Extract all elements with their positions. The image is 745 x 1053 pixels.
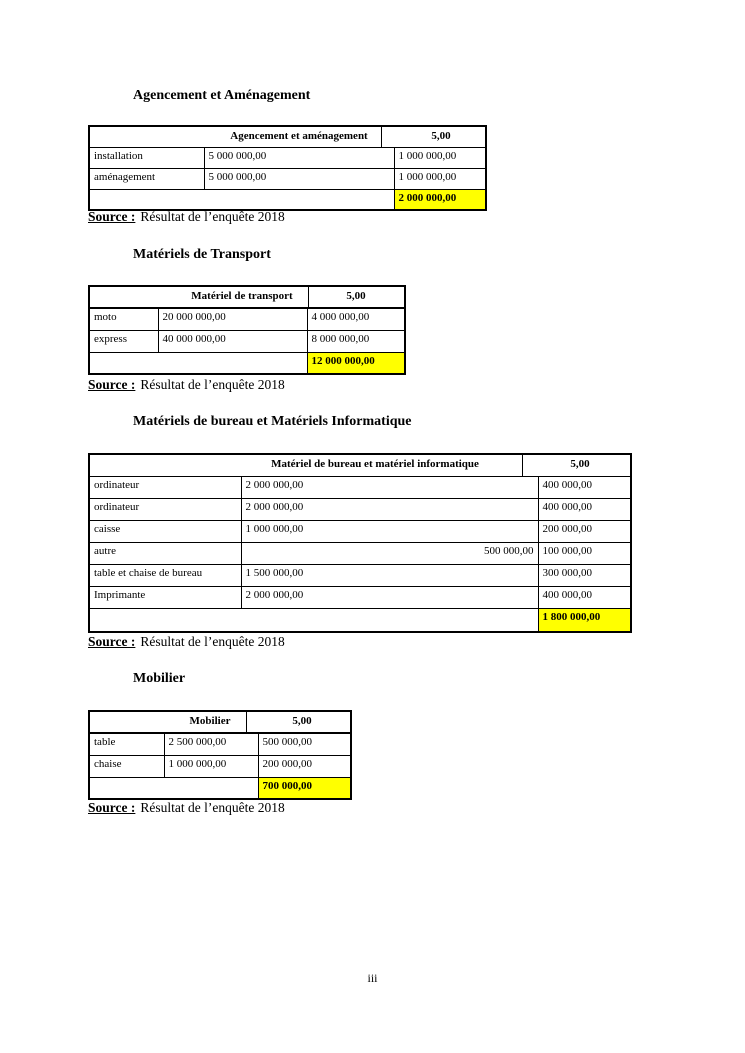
row-label-cell: installation [89,147,204,168]
table-mobilier [88,710,352,800]
row-label-cell: autre [89,542,241,564]
table-header-cell [89,126,486,147]
row-label-cell: ordinateur [89,476,241,498]
source-line [88,800,285,816]
row-amort-cell: 100 000,00 [538,542,631,564]
row-value-cell: 1 000 000,00 [164,755,258,777]
table-header-rate: 5,00 [346,290,366,302]
table-header-rate: 5,00 [570,458,590,470]
empty-cell [89,777,258,799]
header-divider [522,455,523,476]
source-text: Résultat de l’enquête 2018 [140,209,285,224]
table-row [89,755,351,777]
table-row [89,330,405,352]
row-label-cell: table et chaise de bureau [89,564,241,586]
source-line [88,377,285,393]
row-value-cell: 5 000 000,00 [204,147,394,168]
table-header-cell [89,454,631,476]
total-cell: 12 000 000,00 [307,352,405,374]
table-row [89,564,631,586]
source-line [88,634,285,650]
table-header-cell [89,286,405,308]
row-label-cell: moto [89,308,158,330]
row-amort-cell: 400 000,00 [538,498,631,520]
table-row [89,586,631,608]
header-divider [381,127,382,147]
section-heading-transport: Matériels de Transport [133,247,271,262]
row-amort-cell: 1 000 000,00 [394,168,486,189]
source-text: Résultat de l’enquête 2018 [140,634,285,649]
total-cell: 2 000 000,00 [394,189,486,210]
header-divider [246,712,247,732]
table-row [89,308,405,330]
header-divider [308,287,309,307]
table-header-row [89,454,631,476]
source-label: Source : [88,377,136,392]
page-number: iii [367,971,378,985]
section-heading-mobilier: Mobilier [133,671,186,686]
table-row [89,147,486,168]
total-cell: 1 800 000,00 [538,608,631,632]
table-row [89,733,351,755]
source-text: Résultat de l’enquête 2018 [140,377,285,392]
table-header-title: Agencement et aménagement [230,130,368,142]
row-label-cell: ordinateur [89,498,241,520]
table-header-title: Matériel de transport [191,290,293,302]
table-header-cell [89,711,351,733]
source-label: Source : [88,800,136,815]
row-label-cell: Imprimante [89,586,241,608]
table-header-row [89,711,351,733]
section-heading-agencement: Agencement et Aménagement [133,88,311,103]
row-value-cell: 2 000 000,00 [241,586,538,608]
row-value-cell: 40 000 000,00 [158,330,307,352]
table-header-row [89,286,405,308]
table-row [89,520,631,542]
empty-cell [89,352,307,374]
row-label-cell: caisse [89,520,241,542]
row-label-cell: chaise [89,755,164,777]
row-amort-cell: 4 000 000,00 [307,308,405,330]
row-value-cell: 2 000 000,00 [241,498,538,520]
row-value-cell: 20 000 000,00 [158,308,307,330]
empty-cell [89,608,538,632]
row-value-cell: 1 000 000,00 [241,520,538,542]
table-header-row [89,126,486,147]
row-amort-cell: 300 000,00 [538,564,631,586]
total-cell: 700 000,00 [258,777,351,799]
row-value-cell: 2 000 000,00 [241,476,538,498]
row-amort-cell: 400 000,00 [538,476,631,498]
section-heading-bureau-informatique: Matériels de bureau et Matériels Informatique [133,414,412,429]
row-amort-cell: 1 000 000,00 [394,147,486,168]
total-row [89,777,351,799]
row-value-cell: 1 500 000,00 [241,564,538,586]
total-row [89,189,486,210]
source-text: Résultat de l’enquête 2018 [140,800,285,815]
row-amort-cell: 8 000 000,00 [307,330,405,352]
total-row [89,608,631,632]
table-header-rate: 5,00 [292,715,312,727]
table-header-title: Mobilier [189,715,231,727]
source-label: Source : [88,634,136,649]
table-agencement [88,125,487,211]
row-value-cell: 2 500 000,00 [164,733,258,755]
table-row [89,476,631,498]
row-value-cell: 500 000,00 [241,542,538,564]
row-amort-cell: 400 000,00 [538,586,631,608]
table-row [89,498,631,520]
row-label-cell: table [89,733,164,755]
row-label-cell: express [89,330,158,352]
row-amort-cell: 200 000,00 [538,520,631,542]
row-amort-cell: 200 000,00 [258,755,351,777]
row-value-cell: 5 000 000,00 [204,168,394,189]
table-header-rate: 5,00 [431,130,451,142]
total-row [89,352,405,374]
table-row [89,542,631,564]
source-label: Source : [88,209,136,224]
table-header-title: Matériel de bureau et matériel informatique [271,458,479,470]
row-label-cell: aménagement [89,168,204,189]
table-bureau-informatique [88,453,632,633]
empty-cell [89,189,394,210]
table-row [89,168,486,189]
source-line [88,209,285,225]
table-transport [88,285,406,375]
row-amort-cell: 500 000,00 [258,733,351,755]
